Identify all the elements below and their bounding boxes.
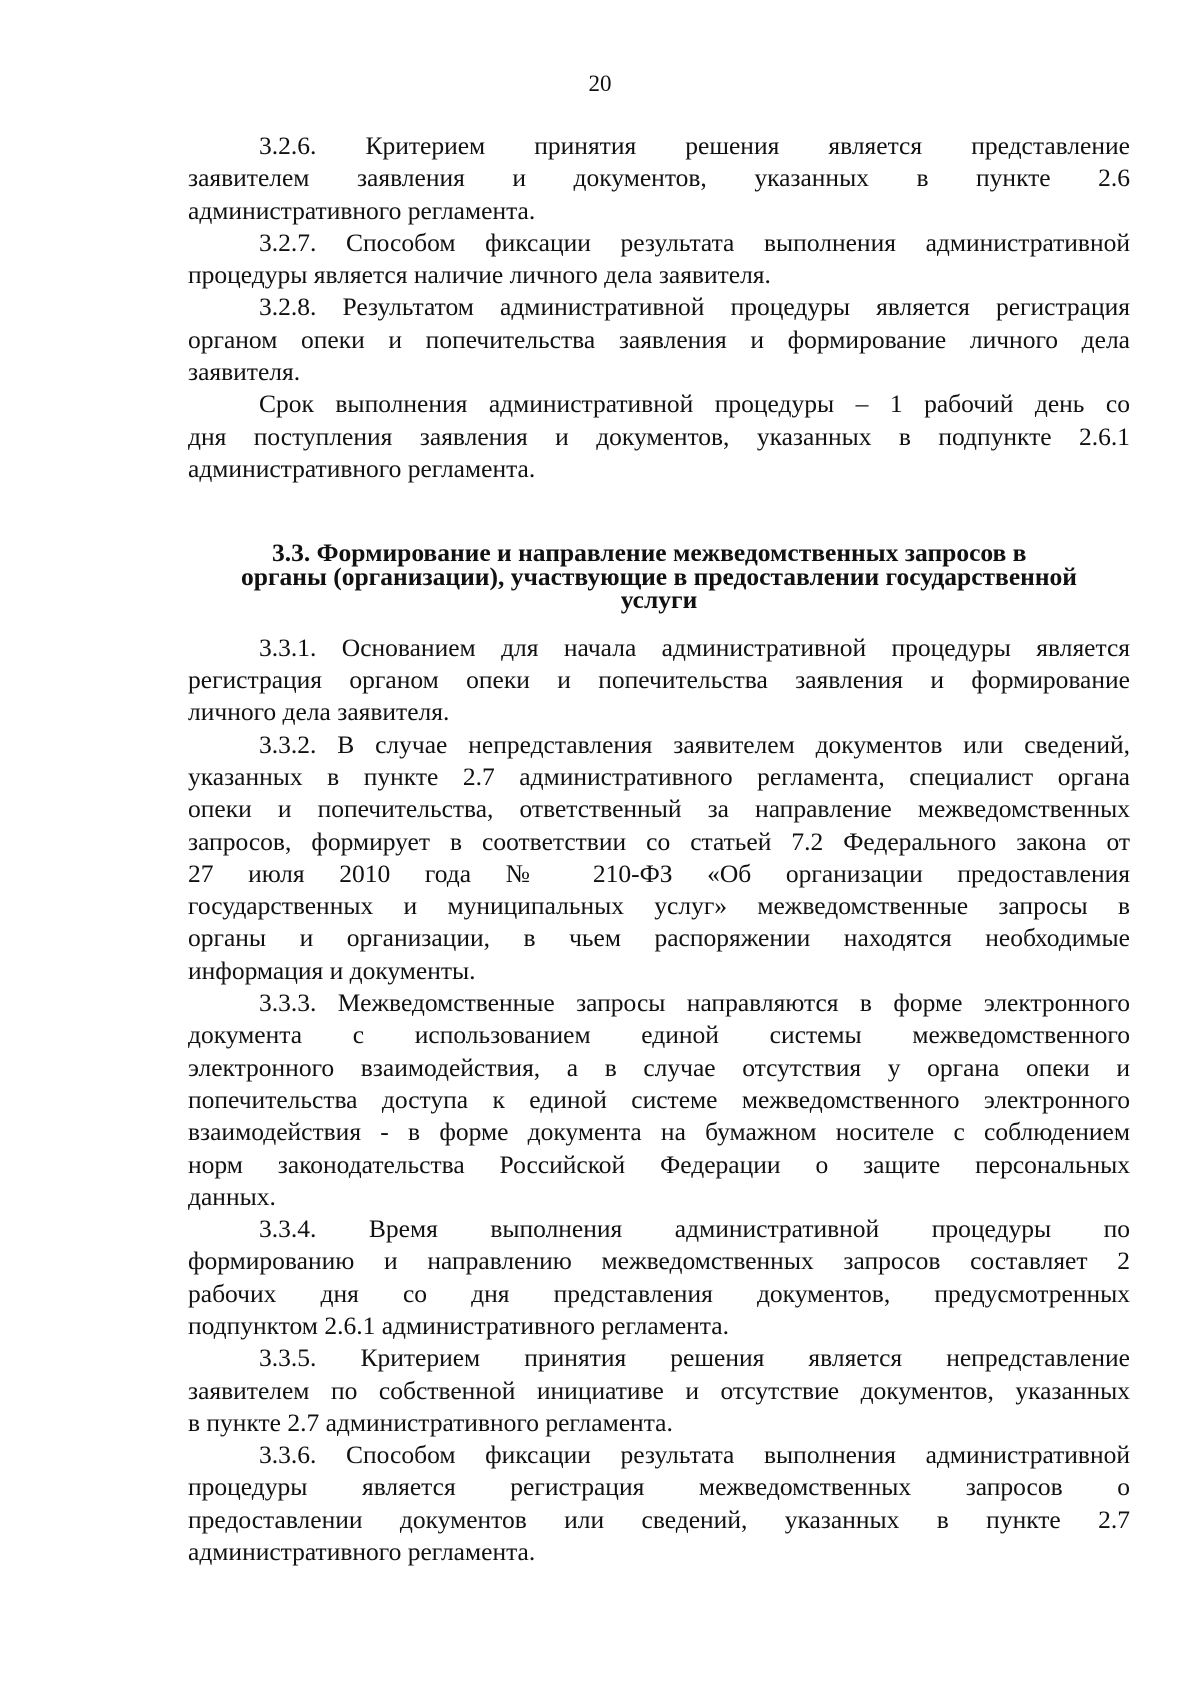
- paragraph-line: запросов, формирует в соответствии со статьей 7.2 Федерального закона от: [188, 826, 1130, 856]
- paragraph-3-3-6: [188, 1439, 1130, 1568]
- paragraph-3-3-5: [188, 1342, 1130, 1439]
- paragraph-line: 3.3.6. Способом фиксации результата выполнения административной: [259, 1440, 1130, 1470]
- section-3-3: [188, 632, 1130, 1569]
- paragraph-procedure-term: [188, 388, 1130, 485]
- paragraph-line: 27 июля 2010 года № 210-ФЗ «Об организации предоставления: [188, 858, 1130, 888]
- paragraph-line: указанных в пункте 2.7 административного регламента, специалист органа: [188, 761, 1130, 791]
- paragraph-3-2-6: [188, 130, 1130, 227]
- paragraph-line: 3.2.6. Критерием принятия решения является представление: [259, 131, 1130, 160]
- paragraph-line: административного регламента.: [188, 195, 536, 225]
- paragraph-line: личного дела заявителя.: [188, 697, 450, 727]
- paragraph-line: рабочих дня со дня представления документов, предусмотренных: [188, 1278, 1130, 1308]
- paragraph-line: 3.3.2. В случае непредставления заявителем документов или сведений,: [259, 729, 1130, 759]
- paragraph-line: 3.3.3. Межведомственные запросы направляются в форме электронного: [259, 988, 1130, 1018]
- paragraph-line: заявителем по собственной инициативе и отсутствие документов, указанных: [188, 1375, 1130, 1405]
- paragraph-line: 3.3.4. Время выполнения административной процедуры по: [259, 1214, 1130, 1244]
- paragraph-line: заявителя.: [188, 357, 301, 387]
- paragraph-line: опеки и попечительства, ответственный за направление межведомственных: [188, 794, 1130, 824]
- heading-line: органы (организации), участвующие в предоставлении государственной: [241, 561, 1077, 591]
- paragraph-3-2-8: [188, 291, 1130, 388]
- paragraph-line: процедуры является регистрация межведомственных запросов о: [188, 1472, 1130, 1502]
- paragraph-line: органом опеки и попечительства заявления и формирование личного дела: [188, 324, 1130, 354]
- document-body: [188, 130, 1130, 1568]
- paragraph-line: 3.2.7. Способом фиксации результата выполнения административной: [259, 227, 1130, 257]
- paragraph-line: регистрация органом опеки и попечительства заявления и формирование: [188, 665, 1130, 695]
- paragraph-line: государственных и муниципальных услуг» межведомственные запросы в: [188, 891, 1130, 921]
- section-3-2: [188, 130, 1130, 485]
- heading-line: услуги: [620, 585, 698, 615]
- paragraph-line: процедуры является наличие личного дела заявителя.: [188, 260, 771, 290]
- paragraph-line: в пункте 2.7 административного регламента.: [188, 1407, 673, 1437]
- paragraph-line: формированию и направлению межведомственных запросов составляет 2: [188, 1246, 1130, 1276]
- paragraph-line: документа с использованием единой системы межведомственного: [188, 1020, 1130, 1050]
- paragraph-line: административного регламента.: [188, 453, 536, 483]
- paragraph-3-3-1: [188, 632, 1130, 729]
- paragraph-line: информация и документы.: [188, 955, 476, 985]
- paragraph-line: предоставлении документов или сведений, указанных в пункте 2.7: [188, 1504, 1130, 1534]
- paragraph-line: Срок выполнения административной процедуры – 1 рабочий день со: [259, 389, 1130, 419]
- paragraph-line: электронного взаимодействия, а в случае отсутствия у органа опеки и: [188, 1052, 1130, 1082]
- paragraph-line: попечительства доступа к единой системе межведомственного электронного: [188, 1084, 1130, 1114]
- paragraph-line: подпунктом 2.6.1 административного регламента.: [188, 1311, 729, 1340]
- paragraph-line: взаимодействия - в форме документа на бумажном носителе с соблюдением: [188, 1117, 1130, 1147]
- paragraph-line: административного регламента.: [188, 1537, 536, 1567]
- paragraph-3-3-2: [188, 729, 1130, 987]
- section-heading-wrap: [188, 538, 1130, 615]
- paragraph-line: норм законодательства Российской Федерации о защите персональных: [188, 1149, 1130, 1179]
- paragraph-3-3-3: [188, 987, 1130, 1213]
- section-heading-3-3: [188, 538, 1130, 615]
- paragraph-line: 3.3.1. Основанием для начала административной процедуры является: [259, 632, 1130, 662]
- heading-line: 3.3. Формирование и направление межведомственных запросов в: [272, 538, 1027, 568]
- page-number: 20: [588, 71, 612, 96]
- paragraph-line: заявителем заявления и документов, указанных в пункте 2.6: [188, 163, 1130, 193]
- paragraph-line: 3.3.5. Критерием принятия решения является непредставление: [259, 1343, 1130, 1373]
- paragraph-line: 3.2.8. Результатом административной процедуры является регистрация: [259, 292, 1130, 322]
- paragraph-line: данных.: [188, 1181, 276, 1211]
- paragraph-3-2-7: [188, 227, 1130, 292]
- paragraph-3-3-4: [188, 1213, 1130, 1342]
- paragraph-line: органы и организации, в чьем распоряжении находятся необходимые: [188, 923, 1130, 953]
- paragraph-line: дня поступления заявления и документов, указанных в подпункте 2.6.1: [188, 421, 1130, 451]
